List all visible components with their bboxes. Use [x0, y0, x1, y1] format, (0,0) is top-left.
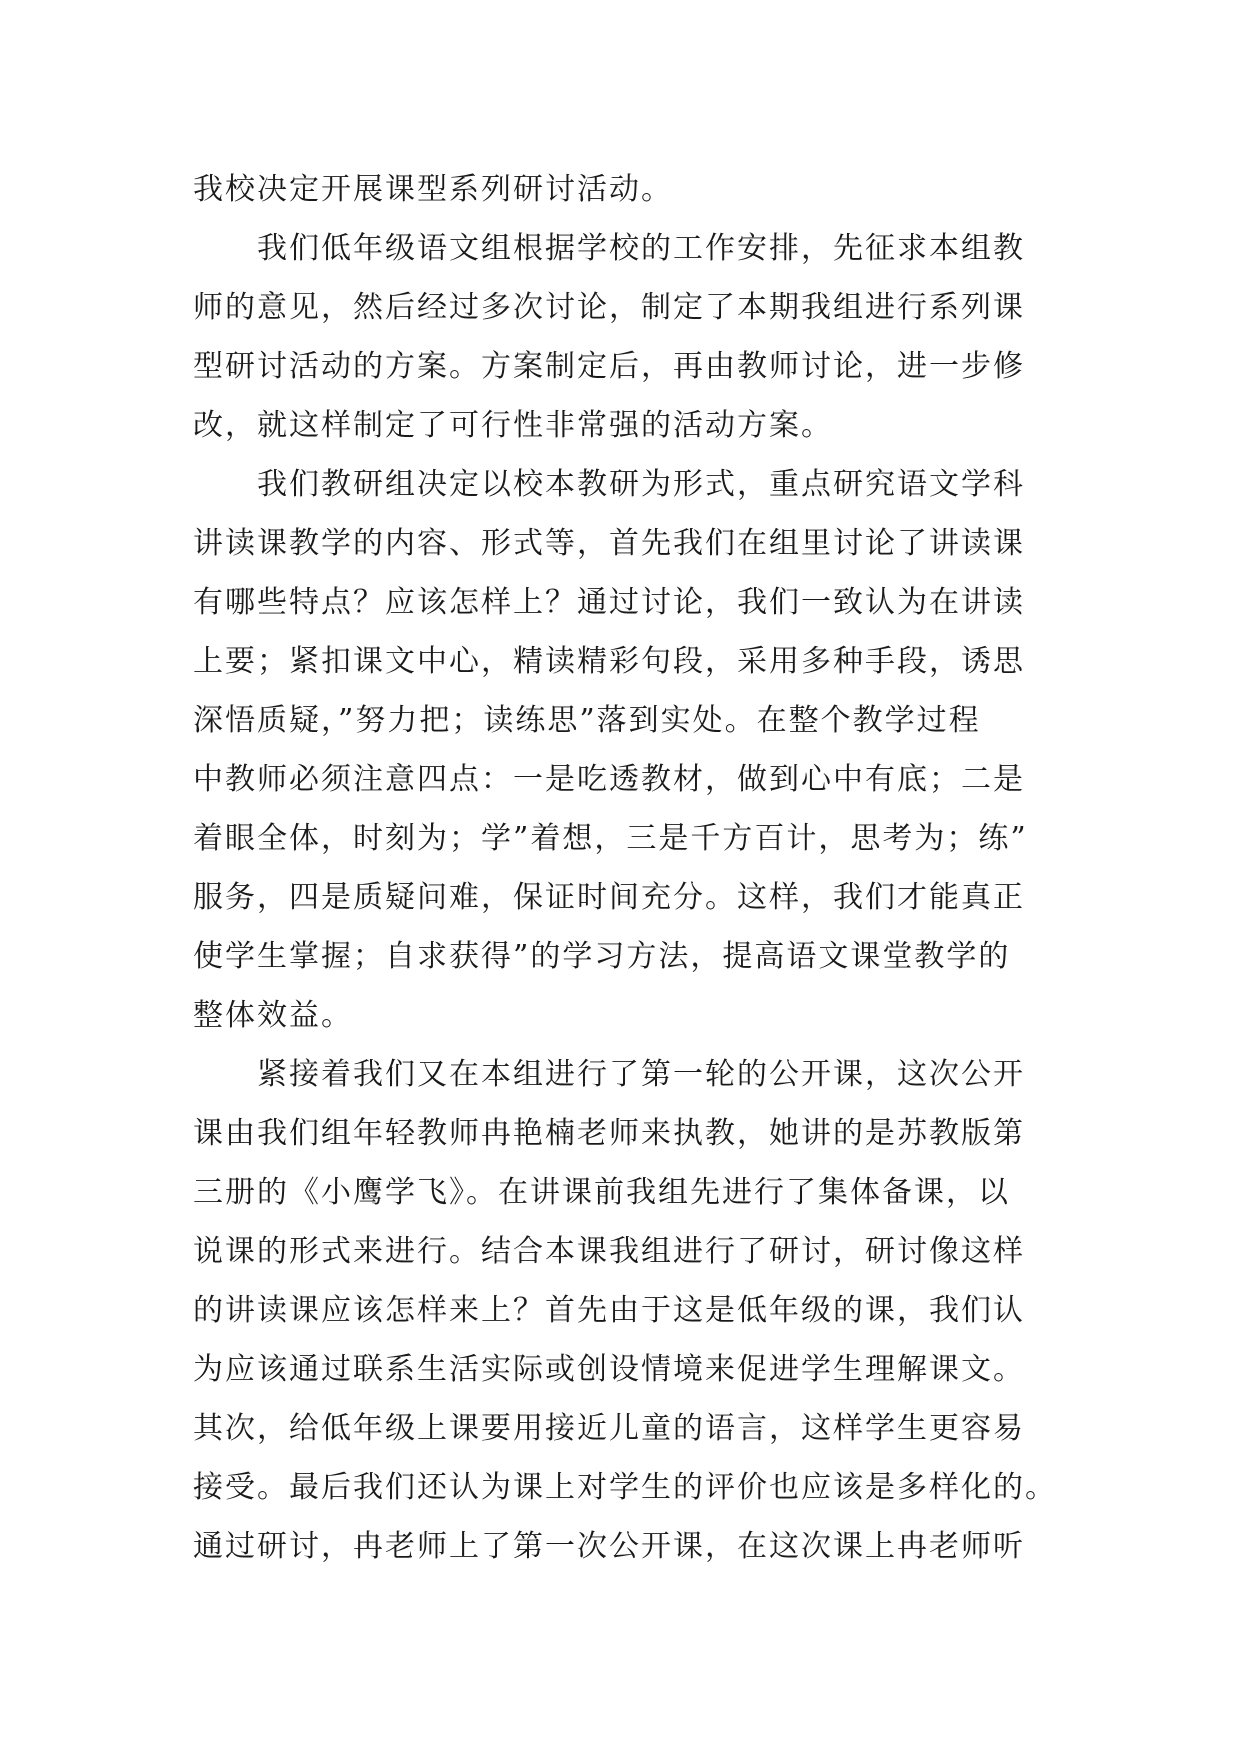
paragraph-line: 服务，四是质疑问难，保证时间充分。这样，我们才能真正 [193, 880, 1025, 915]
paragraph-line: 深悟质疑，”努力把；读练思”落到实处。在整个教学过程 [193, 703, 981, 738]
paragraph-line: 通过研讨，冉老师上了第一次公开课，在这次课上冉老师听 [193, 1529, 1025, 1564]
paragraph-line: 型研讨活动的方案。方案制定后，再由教师讨论，进一步修 [193, 349, 1025, 384]
paragraph-line: 上要；紧扣课文中心，精读精彩句段，采用多种手段，诱思 [193, 644, 1025, 679]
paragraph-line: 中教师必须注意四点：一是吃透教材，做到心中有底；二是 [193, 762, 1025, 797]
paragraph-line: 课由我们组年轻教师冉艳楠老师来执教，她讲的是苏教版第 [193, 1116, 1025, 1151]
paragraph-line: 师的意见，然后经过多次讨论，制定了本期我组进行系列课 [193, 290, 1025, 325]
document-body [193, 160, 1057, 1576]
paragraph-line: 的讲读课应该怎样来上？首先由于这是低年级的课，我们认 [193, 1293, 1025, 1328]
paragraph-line: 我校决定开展课型系列研讨活动。 [193, 172, 673, 207]
paragraph-line: 讲读课教学的内容、形式等，首先我们在组里讨论了讲读课 [193, 526, 1025, 561]
paragraph-line: 说课的形式来进行。结合本课我组进行了研讨，研讨像这样 [193, 1234, 1025, 1269]
paragraph-first-line: 我们教研组决定以校本教研为形式，重点研究语文学科 [257, 467, 1025, 502]
paragraph-line: 使学生掌握；自求获得”的学习方法，提高语文课堂教学的 [193, 939, 1011, 974]
paragraph-line: 有哪些特点？应该怎样上？通过讨论，我们一致认为在讲读 [193, 585, 1025, 620]
paragraph-line: 着眼全体，时刻为；学”着想，三是千方百计，思考为；练” [193, 821, 1028, 856]
paragraph-line: 为应该通过联系生活实际或创设情境来促进学生理解课文。 [193, 1352, 1025, 1387]
paragraph-first-line: 我们低年级语文组根据学校的工作安排，先征求本组教 [257, 231, 1025, 266]
paragraph-line: 三册的《小鹰学飞》。在讲课前我组先进行了集体备课，以 [193, 1175, 1010, 1210]
paragraph-line: 其次，给低年级上课要用接近儿童的语言，这样学生更容易 [193, 1411, 1025, 1446]
paragraph-first-line: 紧接着我们又在本组进行了第一轮的公开课，这次公开 [257, 1057, 1025, 1092]
paragraph-line: 改，就这样制定了可行性非常强的活动方案。 [193, 408, 833, 443]
paragraph-line: 整体效益。 [193, 998, 353, 1033]
paragraph-line: 接受。最后我们还认为课上对学生的评价也应该是多样化的。 [193, 1470, 1057, 1505]
